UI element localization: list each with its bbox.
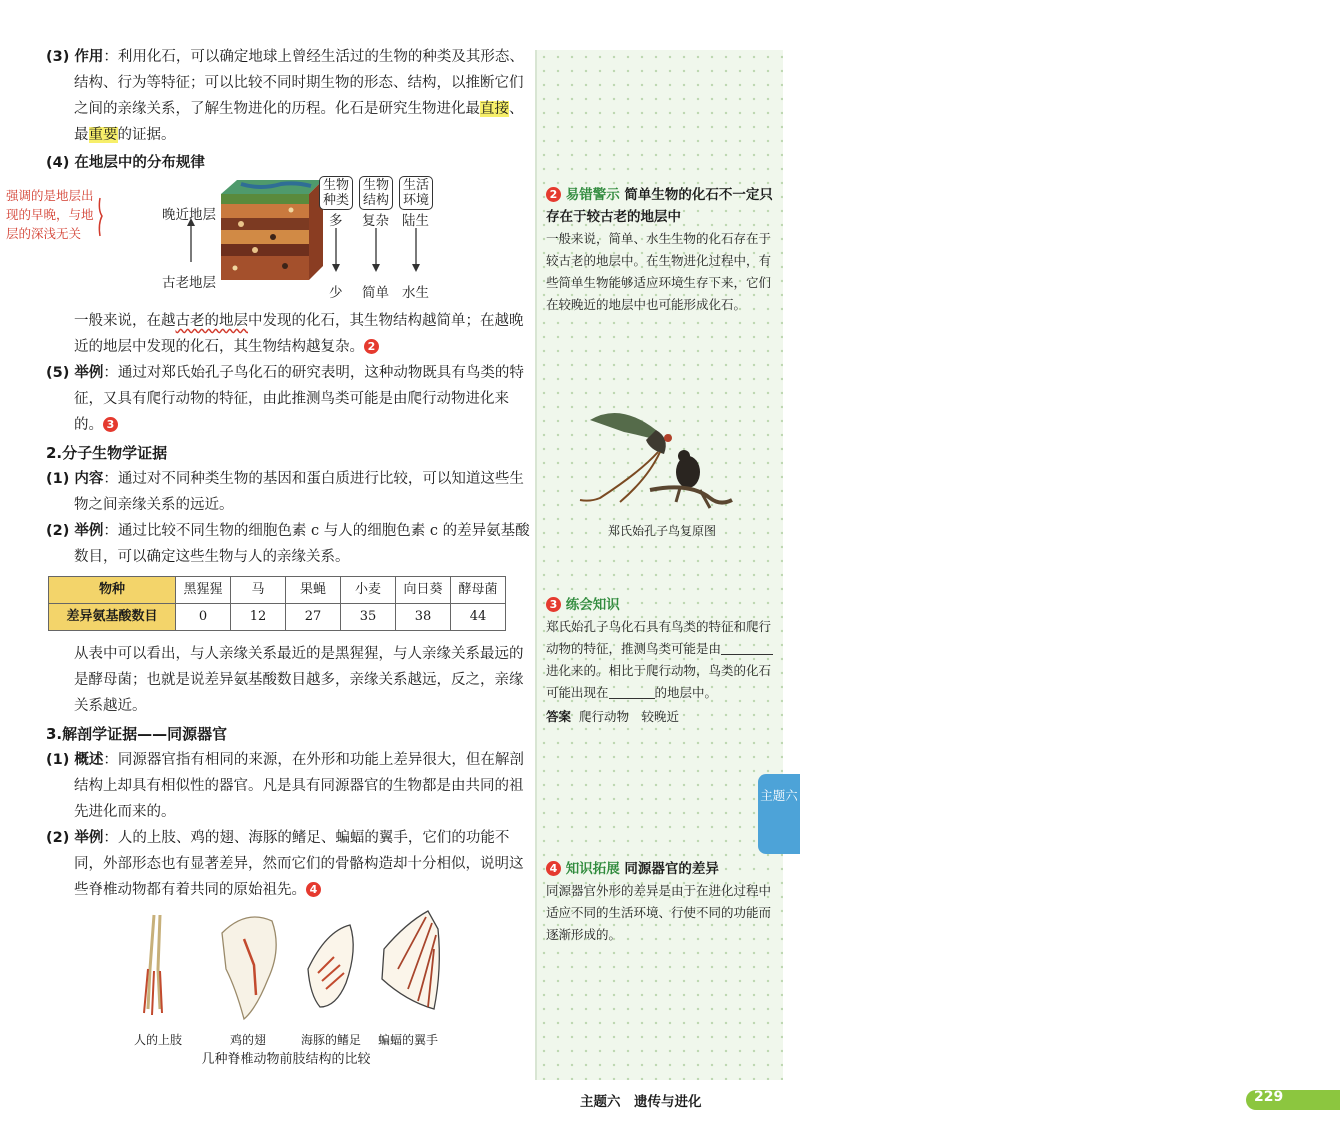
table-cell: 38 xyxy=(396,604,451,631)
note-common-mistake xyxy=(546,184,778,316)
top-species-value: 多 xyxy=(329,213,343,229)
marker-4: 4 xyxy=(306,882,321,897)
marker-2: 2 xyxy=(364,339,379,354)
note-3-text-b: 进化来的。相比于爬行动物，鸟类的化石可能出现在 xyxy=(546,663,772,700)
note-4-title: 同源器官的差异 xyxy=(624,861,719,877)
table-head-species: 物种 xyxy=(49,577,176,604)
limb-drawings xyxy=(46,909,532,1029)
table-cell: 马 xyxy=(231,577,286,604)
anatomy-overview-text: ：同源器官指有相同的来源，在外形和功能上差异很大，但在解剖结构上却具有相似性的器官。凡是具有同源器官的生物都是由共同的祖先进化而来的。 xyxy=(74,752,524,820)
table-row-counts xyxy=(49,604,506,631)
fossil-role-sep: 、最 xyxy=(74,101,524,143)
table-cell: 酵母菌 xyxy=(451,577,506,604)
column-species: 生物种类 xyxy=(319,176,353,210)
bottom-structure-value: 简单 xyxy=(362,285,389,301)
molecular-heading: 2.分子生物学证据 xyxy=(46,444,168,462)
column-environment: 生活环境 xyxy=(399,176,433,210)
table-cell: 小麦 xyxy=(341,577,396,604)
marker-3: 3 xyxy=(103,417,118,432)
column-divider xyxy=(535,50,537,1080)
column-structure: 生物结构 xyxy=(359,176,393,210)
note-2-title-line xyxy=(546,184,778,228)
marker-2-side: 2 xyxy=(546,187,561,202)
general-rule-a: 一般来说，在越 xyxy=(74,313,176,329)
general-rule-underlined: 古老的地层 xyxy=(175,313,248,329)
distribution-heading: (4) 在地层中的分布规律 xyxy=(46,155,205,171)
table-cell: 向日葵 xyxy=(396,577,451,604)
table-cell: 0 xyxy=(176,604,231,631)
table-cell: 35 xyxy=(341,604,396,631)
molecular-content-label: (1) 内容 xyxy=(46,471,104,487)
table-cell: 27 xyxy=(286,604,341,631)
footer-theme: 主题六 遗传与进化 xyxy=(580,1094,702,1110)
answer-text: 爬行动物 较晚近 xyxy=(578,709,679,724)
table-cell: 果蝇 xyxy=(286,577,341,604)
page-footer xyxy=(540,1088,1284,1112)
highlight-important: 重要 xyxy=(88,127,118,143)
strata-figure xyxy=(6,176,532,308)
table-row-species xyxy=(49,577,506,604)
general-rule-c: 中发现的化石，其生物结构越简单；在越晚近的地层中发现的化石，其生物结构越复杂。 xyxy=(74,313,524,355)
molecular-conclusion: 从表中可以看出，与人亲缘关系最近的是黑猩猩，与人亲缘关系最远的是酵母菌；也就是说差异氨基酸数目越多，亲缘关系越远，反之，亲缘关系越近。 xyxy=(74,646,524,714)
fossil-example-label: (5) 举例 xyxy=(46,365,104,381)
bat-wing-image xyxy=(382,911,439,1009)
anatomy-heading: 3.解剖学证据——同源器官 xyxy=(46,725,228,743)
dolphin-flipper-image xyxy=(308,925,353,1007)
anatomy-overview-label: (1) 概述 xyxy=(46,752,104,768)
note-2-tag: 易错警示 xyxy=(565,187,620,203)
topic-side-tab[interactable]: 主题六 xyxy=(758,774,800,854)
chicken-wing-image xyxy=(222,917,276,1019)
note-3-body xyxy=(546,616,778,704)
page-number: 229 xyxy=(1254,1089,1284,1105)
marker-3-side: 3 xyxy=(546,597,561,612)
note-3-title-line xyxy=(546,594,778,616)
bird-caption: 郑氏始孔子鸟复原图 xyxy=(607,524,716,538)
anatomy-example-label: (2) 举例 xyxy=(46,830,104,846)
limb-label-bat: 蝙蝠的翼手 xyxy=(377,1033,438,1047)
limb-label-human: 人的上肢 xyxy=(133,1033,182,1047)
cytochrome-table xyxy=(48,576,506,631)
limb-label-dolphin: 海豚的鳍足 xyxy=(300,1033,361,1047)
note-4-tag: 知识拓展 xyxy=(565,861,620,877)
top-structure-value: 复杂 xyxy=(362,213,389,229)
note-3-text-c: 的地层中。 xyxy=(654,685,718,700)
molecular-content-paragraph xyxy=(46,466,532,518)
label-ancient-layer: 古老地层 xyxy=(162,275,216,291)
fossil-role-text: ：利用化石，可以确定地球上曾经生活过的生物的种类及其形态、结构、行为等特征；可以比较不同时期生物的形态、结构，以推断它们之间的亲缘关系，了解生物进化的历程。化石是研究生物进化最 xyxy=(74,49,524,117)
anatomy-example-text: ：人的上肢、鸡的翅、海豚的鳍足、蝙蝠的翼手，它们的功能不同，外部形态也有显著差异，然而它们的骨骼构造却十分相似，说明这些脊椎动物都有着共同的原始祖先。 xyxy=(74,830,524,898)
fossil-role-paragraph xyxy=(46,44,532,148)
answer-label: 答案 xyxy=(546,709,572,724)
table-cell: 黑猩猩 xyxy=(176,577,231,604)
handwritten-note: 强调的是地层出现的早晚，与地层的深浅无关 xyxy=(6,188,94,241)
top-environment-value: 陆生 xyxy=(402,213,429,229)
answer-line xyxy=(546,706,778,728)
note-3-text-a: 郑氏始孔子鸟化石具有鸟类的特征和爬行动物的特征，推测鸟类可能是由 xyxy=(546,619,772,656)
note-practice xyxy=(546,594,778,728)
fossil-example-paragraph xyxy=(46,360,532,438)
fossil-role-label: (3) 作用 xyxy=(46,49,104,65)
highlight-direct: 直接 xyxy=(480,101,509,117)
answer-blank-2 xyxy=(609,684,655,699)
marker-4-side: 4 xyxy=(546,861,561,876)
note-2-body: 一般来说，简单、水生生物的化石存在于较古老的地层中。在生物进化过程中，有些简单生物能够适应环境生存下来，它们在较晚近的地层中也可能形成化石。 xyxy=(546,231,772,312)
table-head-count: 差异氨基酸数目 xyxy=(49,604,176,631)
answer-blank-1 xyxy=(721,640,773,655)
molecular-example-label: (2) 举例 xyxy=(46,523,104,539)
bottom-species-value: 少 xyxy=(329,285,343,301)
note-2-title: 简单生物的化石不一定只存在于较古老的地层中 xyxy=(546,187,773,225)
strata-block-image xyxy=(221,180,323,280)
main-column xyxy=(6,44,532,1069)
bottom-environment-value: 水生 xyxy=(402,285,429,301)
anatomy-overview-paragraph xyxy=(46,747,532,825)
note-extension xyxy=(546,858,778,946)
limb-figure xyxy=(46,909,532,1069)
note-4-title-line xyxy=(546,858,778,880)
note-4-body: 同源器官外形的差异是由于在进化过程中适应不同的生活环境、行使不同的功能而逐渐形成的。 xyxy=(546,883,772,942)
fossil-role-end: 的证据。 xyxy=(117,127,176,143)
table-cell: 44 xyxy=(451,604,506,631)
limb-label-chicken: 鸡的翅 xyxy=(229,1033,266,1047)
fossil-example-text: ：通过对郑氏始孔子鸟化石的研究表明，这种动物既具有鸟类的特征，又具有爬行动物的特征，由此推测鸟类可能是由爬行动物进化来的。 xyxy=(74,365,524,433)
note-3-tag: 练会知识 xyxy=(565,597,620,613)
limb-figure-caption: 几种脊椎动物前肢结构的比较 xyxy=(201,1052,371,1067)
human-arm-image xyxy=(144,915,162,1015)
molecular-example-text: ：通过比较不同生物的细胞色素 c 与人的细胞色素 c 的差异氨基酸数目，可以确定这些生物与人的亲缘关系。 xyxy=(74,523,530,565)
table-cell: 12 xyxy=(231,604,286,631)
molecular-content-text: ：通过对不同种类生物的基因和蛋白质进行比较，可以知道这些生物之间亲缘关系的远近。 xyxy=(74,471,524,513)
label-recent-layer: 晚近地层 xyxy=(162,207,216,223)
bird-reconstruction-image xyxy=(560,402,760,512)
general-rule-paragraph xyxy=(46,308,532,360)
anatomy-example-paragraph xyxy=(46,825,532,903)
molecular-example-paragraph xyxy=(46,518,532,570)
